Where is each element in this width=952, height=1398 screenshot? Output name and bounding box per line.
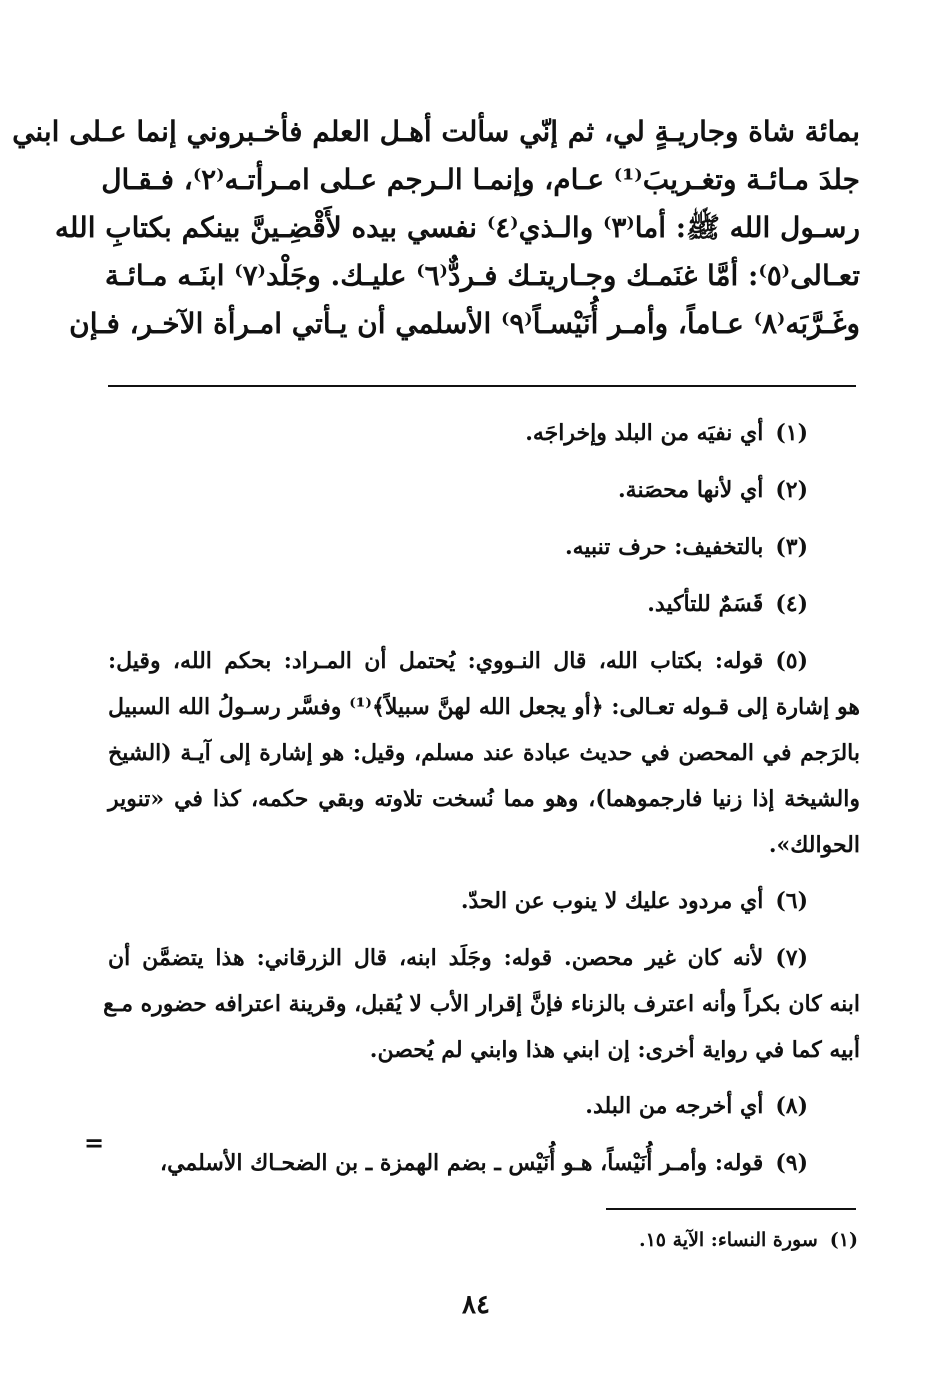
footnote-divider (606, 1208, 856, 1210)
continuation-mark: = (84, 1128, 105, 1157)
note-5 (108, 638, 860, 868)
note-line: بالرَجم في المحصن في حديث عبادة عند مسلم، وقيل: هو إشارة إلى آيـة (الشيخ (108, 740, 860, 766)
note-line: الحوالك». (768, 832, 860, 858)
note-line: أبيه كما في رواية أخرى: إن ابني هذا وابني لم يُحصن. (369, 1037, 860, 1063)
note-text: قَسَمٌ للتأكيد. (647, 591, 764, 617)
note-7 (103, 935, 860, 1073)
notes-section (103, 410, 860, 1197)
footnote-number: (١) (829, 1229, 858, 1251)
note-number: (٨) (775, 1093, 808, 1119)
note-text: أي مردود عليك لا ينوب عن الحدّ. (460, 888, 764, 914)
note-number: (٦) (775, 888, 808, 914)
note-text: لأنه كان غير محصن. قوله: وجَلَد ابنه، قال الزرقاني: هذا يتضمَّن أن (108, 945, 764, 971)
note-3 (108, 524, 860, 571)
page-number: ٨٤ (462, 1290, 490, 1320)
note-text: أي أخرجه من البلد. (585, 1093, 764, 1119)
note-6 (108, 878, 860, 925)
note-text: أي لأنها محصَنة. (618, 477, 764, 503)
note-2 (108, 467, 860, 514)
main-text-line: بمائة شاة وجاريـةٍ لي، ثم إنّي سألت أهـل العلم فأخـبروني إنما عـلى ابني (12, 115, 860, 148)
note-text: قوله: بكتاب الله، قال النـووي: يُحتمل أن المـراد: بحكم الله، وقيل: (108, 648, 764, 674)
note-line (108, 638, 860, 684)
main-text (12, 108, 860, 348)
main-text-line: جلدَ مـائـة وتغـريبَ⁽¹⁾ عـام، وإنمـا الـرجم عـلى امـرأتـه⁽٢⁾، فـقـال (101, 163, 860, 196)
note-1 (108, 410, 860, 457)
main-text-line: تعـالى⁽٥⁾: أمَّا غنَمـك وجـاريتـك فـردٌّ⁽٦⁾ عليـك. وجَلْد⁽٧⁾ ابنَـه مـائـة (104, 259, 860, 292)
note-number: (٧) (775, 945, 808, 971)
note-line: ابنه كان بكراً وأنه اعترف بالزناء فإنَّ إقرار الأب لا يُقبل، وقرينة اعترافه حضوره مـع (103, 991, 860, 1017)
note-line: هو إشارة إلى قـوله تعـالى: ﴿أو يجعل الله لهنَّ سبيلاً﴾⁽¹⁾ وفسَّر رسـولُ الله السبيل (108, 694, 860, 720)
note-text: بالتخفيف: حرف تنبيه. (564, 534, 764, 560)
note-number: (٣) (775, 534, 808, 560)
note-9 (108, 1140, 860, 1187)
note-text: أي نفيَه من البلد وإخراجَه. (525, 420, 764, 446)
note-number: (٢) (775, 477, 808, 503)
note-number: (٤) (775, 591, 808, 617)
note-8 (108, 1083, 860, 1130)
note-number: (٥) (775, 648, 808, 674)
note-4 (108, 581, 860, 628)
main-text-line: وغَـرَّبَه⁽٨⁾ عـاماً، وأمـر أُنَيْسـاً⁽٩⁾ الأسلمي أن يـأتي امـرأة الآخـر، فـإن (69, 307, 860, 340)
main-text-line: رسـول الله ﷺ: أما⁽٣⁾ والـذي⁽٤⁾ نفسي بيده لأَقْضِـينَّ بينكم بكتابِ الله (54, 211, 860, 244)
footnote (639, 1222, 858, 1258)
notes-divider (108, 385, 856, 387)
note-text: قوله: وأمـر أُنَيْساً، هـو أُنَيْس ـ بضم الهمزة ـ بن الضحـاك الأسلمي، (159, 1150, 764, 1176)
note-line (108, 935, 860, 981)
note-number: (٩) (775, 1150, 808, 1176)
note-number: (١) (775, 420, 808, 446)
note-line: والشيخة إذا زنيا فارجموهما)، وهو مما نُسخت تلاوته وبقي حكمه، كذا في «تنوير (108, 786, 860, 812)
footnote-text: سورة النساء: الآية ١٥. (638, 1229, 818, 1251)
